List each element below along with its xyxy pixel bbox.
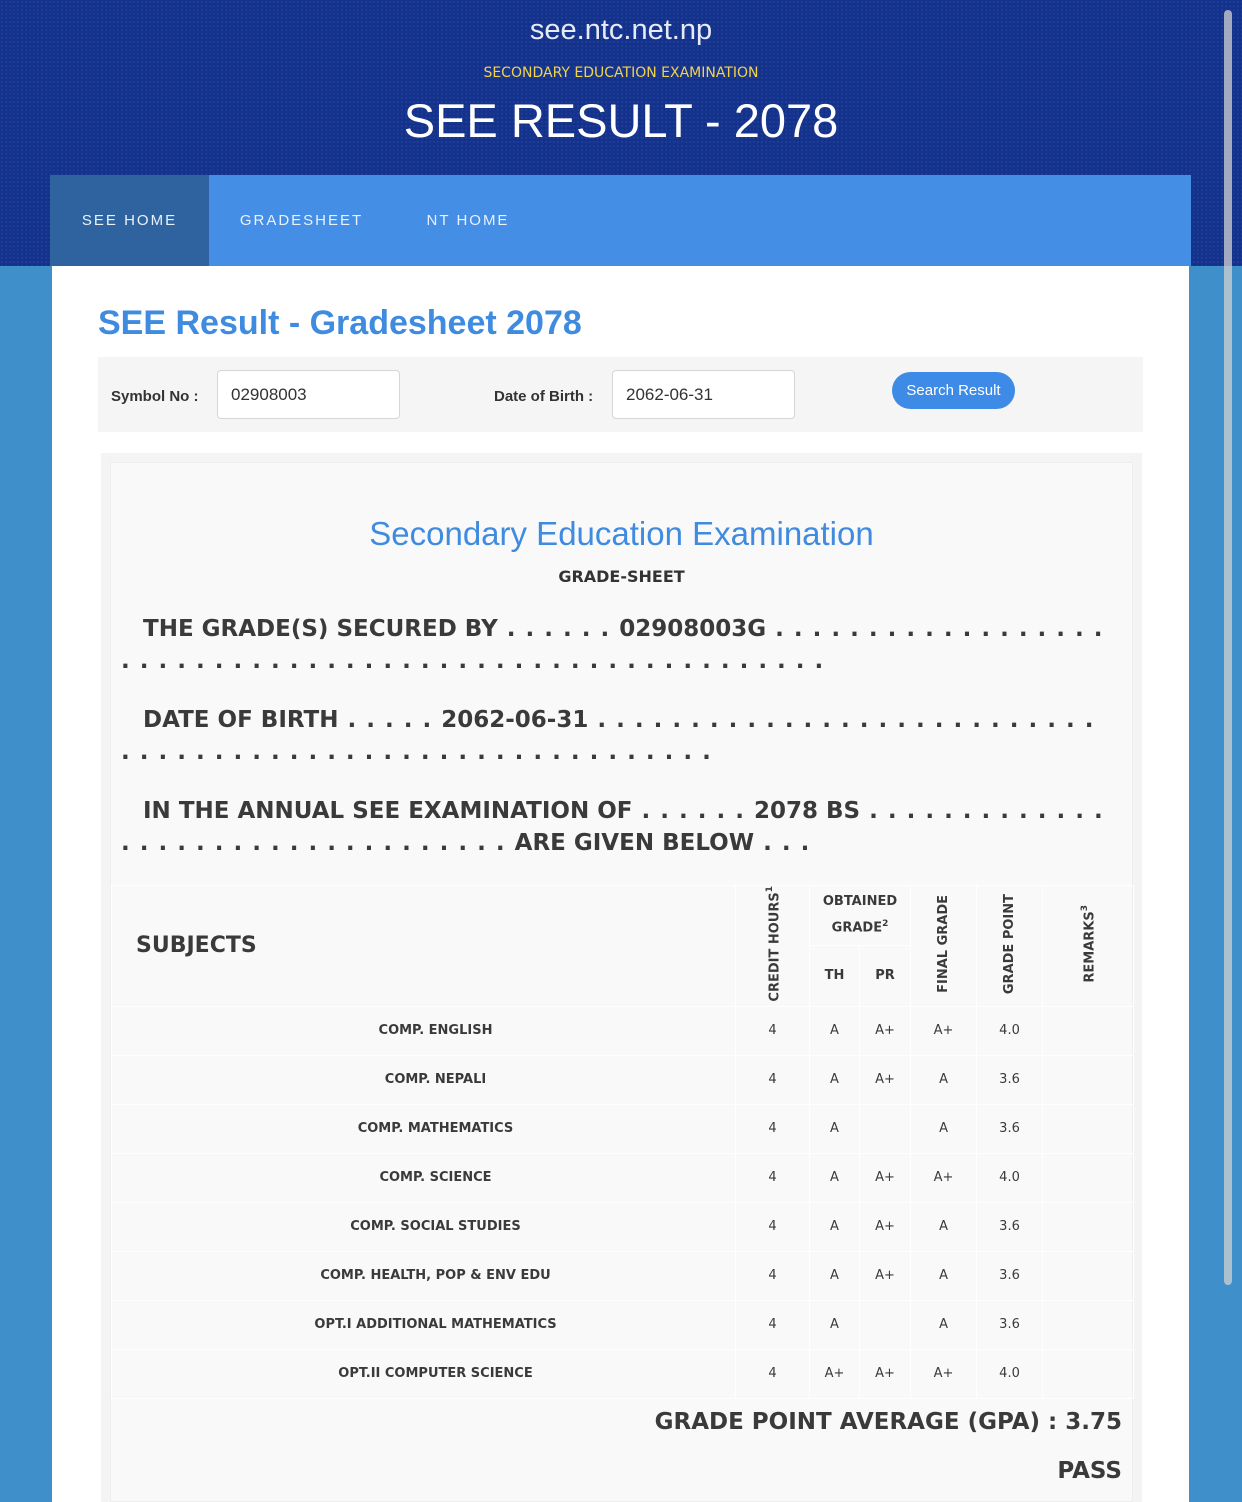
col-th: TH	[810, 945, 860, 1006]
exam-statement-label: IN THE ANNUAL SEE EXAMINATION OF	[143, 798, 633, 824]
th-cell: A	[810, 1300, 860, 1349]
subject-cell: COMP. ENGLISH	[112, 1006, 736, 1055]
secured-by-value: 02908003G	[619, 616, 767, 642]
dob-statement-value: 2062-06-31	[441, 707, 589, 733]
exam-statement: IN THE ANNUAL SEE EXAMINATION OF . . . . . . 2078 BS . . . . . . . . . . . . . . . . . . . . . . . . . . . . . . . . . . ARE GIVEN BELOW . . .	[121, 798, 1104, 856]
remarks-cell	[1043, 1055, 1134, 1104]
grade-point-cell: 3.6	[977, 1251, 1043, 1300]
pr-cell	[860, 1300, 911, 1349]
gradesheet-subtitle: GRADE-SHEET	[558, 567, 685, 586]
final-grade-cell: A	[911, 1104, 977, 1153]
table-row	[112, 1055, 1134, 1104]
table-row	[112, 1300, 1134, 1349]
grade-point-cell: 3.6	[977, 1104, 1043, 1153]
final-grade-cell: A+	[911, 1153, 977, 1202]
exam-kicker: SECONDARY EDUCATION EXAMINATION	[483, 65, 759, 81]
content-panel	[52, 266, 1189, 1502]
th-cell: A	[810, 1055, 860, 1104]
symbol-label: Symbol No :	[111, 388, 199, 405]
pr-cell: A+	[860, 1153, 911, 1202]
secured-by-statement: THE GRADE(S) SECURED BY . . . . . . 02908003G . . . . . . . . . . . . . . . . . . . . . . . . . . . . . . . . . . . . . . . . . . . . . . . . . . . . . . . .	[121, 616, 1104, 674]
grade-point-cell: 3.6	[977, 1055, 1043, 1104]
col-credit-hours: CREDIT HOURS$^1$	[736, 886, 810, 1007]
th-cell: A	[810, 1006, 860, 1055]
final-grade-cell: A	[911, 1300, 977, 1349]
final-grade-cell: A	[911, 1251, 977, 1300]
col-pr: PR	[860, 945, 911, 1006]
remarks-cell	[1043, 1104, 1134, 1153]
subject-cell: OPT.I ADDITIONAL MATHEMATICS	[112, 1300, 736, 1349]
grade-point-cell: 3.6	[977, 1300, 1043, 1349]
final-grade-cell: A+	[911, 1349, 977, 1398]
credit-cell: 4	[736, 1104, 810, 1153]
gpa-label: GRADE POINT AVERAGE (GPA) :	[654, 1409, 1058, 1435]
subject-cell: COMP. MATHEMATICS	[112, 1104, 736, 1153]
col-subjects: SUBJECTS	[112, 886, 736, 1007]
th-cell: A	[810, 1104, 860, 1153]
th-cell: A+	[810, 1349, 860, 1398]
pr-cell: A+	[860, 1251, 911, 1300]
col-remarks: REMARKS$^3$	[1043, 886, 1134, 1007]
gpa-value: 3.75	[1065, 1409, 1122, 1435]
pr-cell: A+	[860, 1055, 911, 1104]
pr-cell: A+	[860, 1202, 911, 1251]
grades-table	[111, 885, 1134, 1399]
th-cell: A	[810, 1251, 860, 1300]
symbol-input[interactable]: 02908003	[217, 370, 400, 419]
remarks-cell	[1043, 1153, 1134, 1202]
remarks-cell	[1043, 1251, 1134, 1300]
credit-cell: 4	[736, 1055, 810, 1104]
final-grade-cell: A	[911, 1202, 977, 1251]
th-cell: A	[810, 1153, 860, 1202]
credit-cell: 4	[736, 1006, 810, 1055]
secured-by-label: THE GRADE(S) SECURED BY	[143, 616, 498, 642]
subject-cell: COMP. NEPALI	[112, 1055, 736, 1104]
final-grade-cell: A	[911, 1055, 977, 1104]
remarks-cell	[1043, 1349, 1134, 1398]
gradesheet-title: Secondary Education Examination	[369, 515, 874, 552]
credit-cell: 4	[736, 1300, 810, 1349]
exam-statement-value: 2078 BS	[753, 798, 861, 824]
col-grade-point: GRADE POINT	[977, 886, 1043, 1007]
pr-cell	[860, 1104, 911, 1153]
gradesheet-body	[110, 462, 1133, 1502]
table-row	[112, 1349, 1134, 1398]
remarks-cell	[1043, 1202, 1134, 1251]
gpa-summary	[655, 1409, 1122, 1435]
grade-point-cell: 4.0	[977, 1349, 1043, 1398]
subject-cell: COMP. SCIENCE	[112, 1153, 736, 1202]
remarks-cell	[1043, 1006, 1134, 1055]
site-url: see.ntc.net.np	[529, 14, 713, 46]
grade-point-cell: 3.6	[977, 1202, 1043, 1251]
grade-point-cell: 4.0	[977, 1006, 1043, 1055]
subject-cell: COMP. SOCIAL STUDIES	[112, 1202, 736, 1251]
dob-statement-label: DATE OF BIRTH	[143, 707, 339, 733]
result-status: PASS	[1057, 1458, 1122, 1484]
search-result-button[interactable]: Search Result	[892, 372, 1015, 409]
dob-input[interactable]: 2062-06-31	[612, 370, 795, 419]
table-row	[112, 1202, 1134, 1251]
table-row	[112, 1006, 1134, 1055]
pr-cell: A+	[860, 1006, 911, 1055]
table-row	[112, 1251, 1134, 1300]
table-row	[112, 1153, 1134, 1202]
nav-gradesheet[interactable]: GRADESHEET	[239, 212, 364, 229]
credit-cell: 4	[736, 1349, 810, 1398]
subject-cell: COMP. HEALTH, POP & ENV EDU	[112, 1251, 736, 1300]
dob-statement: DATE OF BIRTH . . . . . 2062-06-31 . . . . . . . . . . . . . . . . . . . . . . . . . . . . . . . . . . . . . . . . . . . . . . . . . . . . . . . . . . .	[121, 707, 1095, 765]
nav-nt-home[interactable]: NT HOME	[426, 212, 510, 229]
table-row	[112, 1104, 1134, 1153]
th-cell: A	[810, 1202, 860, 1251]
gradesheet-card	[101, 453, 1142, 1502]
remarks-cell	[1043, 1300, 1134, 1349]
pr-cell: A+	[860, 1349, 911, 1398]
credit-cell: 4	[736, 1153, 810, 1202]
subject-cell: OPT.II COMPUTER SCIENCE	[112, 1349, 736, 1398]
page-title: SEE Result - Gradesheet 2078	[98, 304, 582, 342]
credit-cell: 4	[736, 1251, 810, 1300]
search-form	[98, 357, 1143, 432]
page-scrollbar[interactable]	[1224, 10, 1232, 1285]
grade-point-cell: 4.0	[977, 1153, 1043, 1202]
main-nav	[50, 175, 1191, 266]
exam-statement-suffix: ARE GIVEN BELOW	[514, 830, 755, 856]
final-grade-cell: A+	[911, 1006, 977, 1055]
credit-cell: 4	[736, 1202, 810, 1251]
dob-label: Date of Birth :	[494, 388, 594, 405]
col-final-grade: FINAL GRADE	[911, 886, 977, 1007]
site-title: SEE RESULT - 2078	[403, 94, 839, 147]
nav-see-home[interactable]: SEE HOME	[50, 175, 209, 266]
col-obtained-grade: OBTAINED GRADE$^2$	[810, 886, 911, 946]
